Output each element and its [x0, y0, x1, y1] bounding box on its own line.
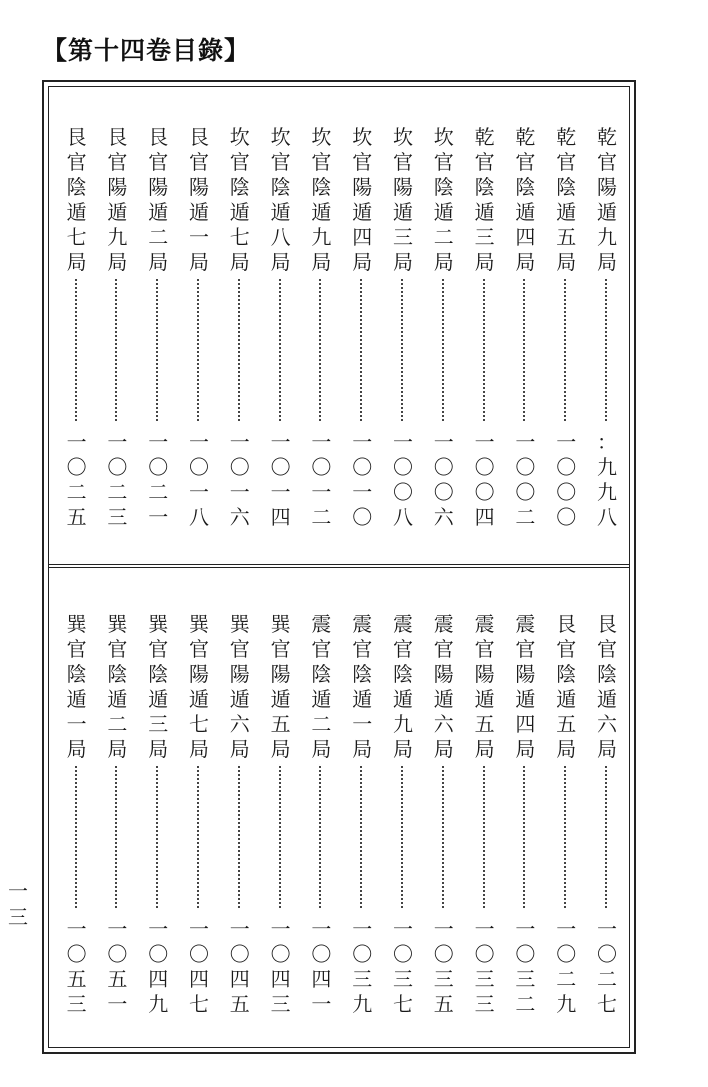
toc-entry: [388, 125, 418, 529]
toc-entry-page: 一 〇 二 七: [597, 917, 617, 1016]
section-divider: [48, 564, 630, 568]
toc-entry-page: 一 〇 三 五: [433, 917, 454, 1016]
toc-entry: [62, 612, 92, 1016]
toc-entry-title: 艮 官 陽 遁 九 局: [107, 125, 128, 274]
toc-entry-title: 巽 官 陽 遁 五 局: [270, 612, 291, 761]
dot-leader: [75, 279, 79, 421]
dot-leader: [279, 279, 283, 421]
toc-entry-page: 一 〇 〇 八: [393, 430, 413, 529]
toc-entry-title: 乾 官 陽 遁 九 局: [597, 125, 617, 274]
toc-entry: [429, 125, 459, 529]
toc-entry-title: 巽 官 陽 遁 六 局: [229, 612, 250, 761]
toc-entry: [266, 612, 296, 1016]
toc-entry-page: 一 〇 二 三: [107, 430, 128, 529]
page-number: 一 三: [8, 879, 28, 929]
dot-leader: [605, 279, 609, 421]
page-title: 【第十四卷目錄】: [42, 36, 251, 65]
toc-entry-page: 一 〇 一 六: [229, 430, 250, 529]
toc-entry-title: 坎 官 陽 遁 三 局: [393, 125, 413, 274]
toc-entry-page: 一 〇 一 八: [189, 430, 209, 529]
toc-entry-page: 一 〇 四 七: [189, 917, 209, 1016]
toc-entry-page: 一 〇 〇 二: [515, 430, 536, 529]
toc-entry-title: 震 官 陽 遁 五 局: [474, 612, 495, 761]
toc-entry-title: 乾 官 陰 遁 四 局: [515, 125, 536, 274]
toc-entry-page: 一 〇 一 二: [311, 430, 332, 529]
toc-entry: [184, 125, 214, 529]
toc-entry-page: 一 〇 三 三: [474, 917, 495, 1016]
toc-entry-title: 坎 官 陰 遁 九 局: [311, 125, 332, 274]
dot-leader: [401, 279, 405, 421]
toc-entry: [225, 125, 255, 529]
toc-entry-title: 坎 官 陰 遁 二 局: [433, 125, 454, 274]
toc-entry: [102, 125, 132, 529]
dot-leader: [238, 766, 242, 908]
toc-entry-title: 坎 官 陰 遁 八 局: [270, 125, 291, 274]
toc-entry-title: 乾 官 陰 遁 五 局: [556, 125, 577, 274]
toc-entry-page: 一 〇 二 九: [556, 917, 577, 1016]
toc-entry-page: 一 〇 二 五: [66, 430, 87, 529]
toc-entry-page: 一 〇 五 一: [107, 917, 128, 1016]
toc-entry: [184, 612, 214, 1016]
toc-entry-page: 一 〇 五 三: [66, 917, 87, 1016]
dot-leader: [442, 766, 446, 908]
toc-entry: [143, 612, 173, 1016]
toc-entry: [347, 612, 377, 1016]
toc-entry-title: 巽 官 陰 遁 二 局: [107, 612, 128, 761]
toc-entry-title: 乾 官 陰 遁 三 局: [474, 125, 495, 274]
toc-entry-title: 坎 官 陰 遁 七 局: [229, 125, 250, 274]
toc-entry-title: 巽 官 陰 遁 一 局: [66, 612, 87, 761]
toc-entry-page: 一 〇 〇 六: [433, 430, 454, 529]
dot-leader: [483, 279, 487, 421]
dot-leader: [401, 766, 405, 908]
toc-entry-title: 坎 官 陽 遁 四 局: [352, 125, 373, 274]
toc-entry: [470, 612, 500, 1016]
toc-entry-title: 艮 官 陰 遁 六 局: [597, 612, 617, 761]
dot-leader: [115, 279, 119, 421]
toc-entry: [143, 125, 173, 529]
toc-entry: [266, 125, 296, 529]
dot-leader: [360, 766, 364, 908]
toc-entry: [347, 125, 377, 529]
toc-entry-page: 一 〇 四 九: [148, 917, 169, 1016]
toc-entry: [388, 612, 418, 1016]
dot-leader: [360, 279, 364, 421]
toc-entry: [470, 125, 500, 529]
dot-leader: [115, 766, 119, 908]
toc-entry-page: 一 〇 四 三: [270, 917, 291, 1016]
dot-leader: [564, 279, 568, 421]
toc-entry: [551, 125, 581, 529]
toc-entry-title: 震 官 陽 遁 四 局: [515, 612, 536, 761]
toc-entry: [592, 612, 622, 1016]
toc-entry-page: ： 九 九 八: [597, 430, 617, 529]
toc-entry-title: 艮 官 陽 遁 一 局: [189, 125, 209, 274]
toc-entry: [429, 612, 459, 1016]
dot-leader: [442, 279, 446, 421]
toc-entry-title: 艮 官 陽 遁 二 局: [148, 125, 169, 274]
toc-entry-title: 震 官 陰 遁 一 局: [352, 612, 373, 761]
dot-leader: [483, 766, 487, 908]
toc-entry-page: 一 〇 四 一: [311, 917, 332, 1016]
toc-entry: [551, 612, 581, 1016]
dot-leader: [319, 766, 323, 908]
toc-entry-title: 艮 官 陰 遁 七 局: [66, 125, 87, 274]
dot-leader: [197, 279, 201, 421]
dot-leader: [238, 279, 242, 421]
dot-leader: [605, 766, 609, 908]
toc-entry-page: 一 〇 〇 四: [474, 430, 495, 529]
dot-leader: [319, 279, 323, 421]
toc-entry-title: 震 官 陽 遁 六 局: [433, 612, 454, 761]
toc-entry-page: 一 〇 一 四: [270, 430, 291, 529]
toc-entry-page: 一 〇 二 一: [148, 430, 169, 529]
dot-leader: [523, 279, 527, 421]
toc-entry: [225, 612, 255, 1016]
toc-entry-title: 震 官 陰 遁 九 局: [393, 612, 413, 761]
dot-leader: [156, 766, 160, 908]
toc-entry: [306, 125, 336, 529]
toc-entry-title: 震 官 陰 遁 二 局: [311, 612, 332, 761]
toc-entry-page: 一 〇 〇 〇: [556, 430, 577, 529]
toc-entry: [306, 612, 336, 1016]
dot-leader: [197, 766, 201, 908]
dot-leader: [564, 766, 568, 908]
toc-entry: [510, 612, 540, 1016]
dot-leader: [75, 766, 79, 908]
toc-entry: [592, 125, 622, 529]
toc-entry-title: 巽 官 陰 遁 三 局: [148, 612, 169, 761]
toc-entry: [102, 612, 132, 1016]
toc-entry-page: 一 〇 一 〇: [352, 430, 373, 529]
dot-leader: [523, 766, 527, 908]
toc-entry: [62, 125, 92, 529]
toc-entry-page: 一 〇 四 五: [229, 917, 250, 1016]
toc-entry-title: 巽 官 陽 遁 七 局: [189, 612, 209, 761]
toc-entry: [510, 125, 540, 529]
dot-leader: [156, 279, 160, 421]
toc-entry-title: 艮 官 陰 遁 五 局: [556, 612, 577, 761]
toc-entry-page: 一 〇 三 九: [352, 917, 373, 1016]
toc-entry-page: 一 〇 三 七: [393, 917, 413, 1016]
dot-leader: [279, 766, 283, 908]
toc-entry-page: 一 〇 三 二: [515, 917, 536, 1016]
